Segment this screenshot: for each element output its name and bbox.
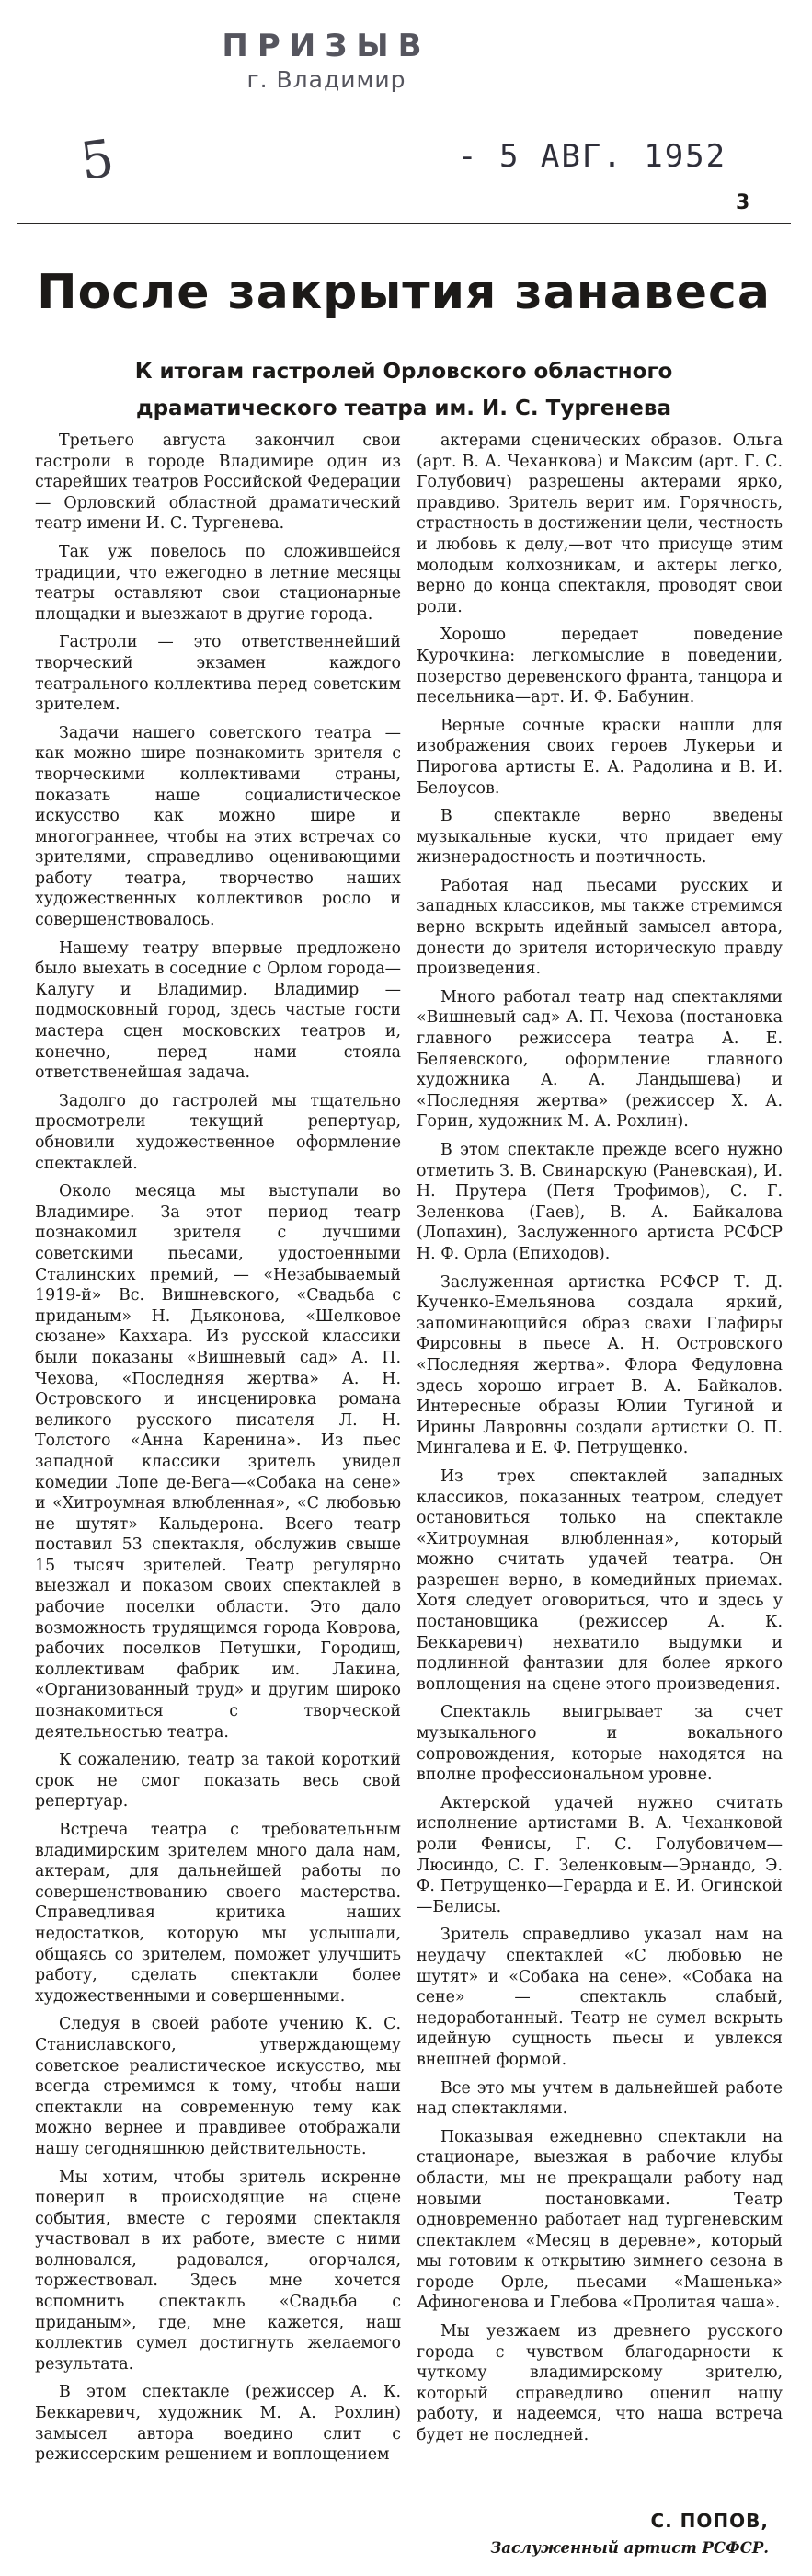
left-column-paragraph: Встреча театра с требовательным владимирским зрителем много дала нам, актерам, для дальнейшей работы по совершенствованию своего мастерства. Справедливая критика наших недостатков, которую мы услышали, общаясь со зрителем, поможет улучшить работу, сделать спектакли более художественными и совершенными. — [35, 1821, 401, 2006]
right-column-paragraph: Верные сочные краски нашли для изображения своих героев Лукерьи и Пирогова артисты Е. А. Радолина и В. И. Белоусов. — [417, 716, 783, 798]
right-column-paragraph: Из трех спектаклей западных классиков, показанных театром, следует остановиться только на спектакле «Хитроумная влюбленная», который можно считать удачей театра. Он разрешен верно, в комедийных приемах. Хотя следует оговориться, что и здесь у постановщика (режиссер А. К. Беккаревич) нехватило выдумки и подлинной фантазии для более яркого воплощения на сцене этого произведения. — [417, 1466, 783, 1694]
right-column-paragraph: Работая над пьесами русских и западных классиков, мы также стремимся верно вскрыть идейный замысел автора, донести до зрителя историческую правду произведения. — [417, 876, 783, 979]
date-stamp: - 5 АВГ. 1952 — [458, 138, 727, 175]
right-column-paragraph: Показывая ежедневно спектакли на стационаре, выезжая в рабочие клубы области, мы не прекращали работу над новыми постановками. Театр одновременно работает над тургеневским спектаклем «Месяц в деревне», который мы готовим к открытию зимнего сезона в городе Орле, пьесами «Машенька» Афиногенова и Глебова «Пролитая чаша». — [417, 2127, 783, 2313]
author-title: Заслуженный артист РСФСР. — [490, 2539, 769, 2557]
right-column-paragraph: Заслуженная артистка РСФСР Т. Д. Кученко-Емельянова создала яркий, запоминающийся образ свахи Глафиры Фирсовны в пьесе А. Н. Островского «Последняя жертва». Флора Федуловна здесь хорошо играет В. А. Байкалов. Интересные образы Юлии Тугиной и Ирины Лавровны создали артистки О. П. Мингалева и Е. Ф. Петрущенко. — [417, 1272, 783, 1458]
right-column — [417, 431, 783, 2454]
newspaper-name: ПРИЗЫВ — [222, 28, 431, 64]
newspaper-stamp — [184, 28, 469, 93]
left-column — [35, 431, 401, 2473]
left-column-paragraph: К сожалению, театр за такой короткий срок не смог показать весь свой репертуар. — [35, 1751, 401, 1811]
left-column-paragraph: Задолго до гастролей мы тщательно просмотрели текущий репертуар, обновили художественное оформление спектаклей. — [35, 1091, 401, 1173]
left-column-paragraph: Так уж повелось по сложившейся традиции, что ежегодно в летние месяцы театры оставляют свои стационарные площадки и выезжают в другие города. — [35, 542, 401, 624]
article-headline: После закрытия занавеса — [37, 265, 771, 320]
left-column-paragraph: Около месяца мы выступали во Владимире. За этот период театр познакомил зрителя с лучшими советскими пьесами, удостоенными Сталинских премий, — «Незабываемый 1919-й» Вс. Вишневского, «Свадьба с приданым» Н. Дьяконова, «Шелковое сюзане» Каххара. Из русской классики были показаны «Вишневый сад» А. П. Чехова, «Последняя жертва» А. Н. Островского и инсценировка романа великого русского писателя Л. Н. Толстого «Анна Каренина». Из пьес западной классики зритель увидел комедии Лопе де-Вега—«Собака на сене» и «Хитроумная влюбленная», «С любовью не шутят» Кальдерона. Всего театр поставил 53 спектакля, обслужив свыше 15 тысяч зрителей. Театр регулярно выезжал и показом своих спектаклей в рабочие поселки области. Это дало возможность трудящимся города Коврова, рабочих поселков Петушки, Городищ, коллективам фабрик им. Лакина, «Организованный труд» и другим широко познакомиться с творческой деятельностью театра. — [35, 1182, 401, 1742]
author-name: С. ПОПОВ, — [650, 2510, 769, 2532]
left-column-paragraph: Следуя в своей работе учению К. С. Станиславского, утверждающему советское реалистическое искусство, мы всегда стремимся к тому, чтобы наши спектакли на современную тему как можно вернее и правдивее отображали нашу сегодняшнюю действительность. — [35, 2015, 401, 2158]
left-column-paragraph: Мы хотим, чтобы зритель искренне поверил в происходящие на сцене события, вместе с героями спектакля участвовал в их работе, вместе с ними волновался, радовался, огорчался, торжествовал. Здесь мне хочется вспомнить спектакль «Свадьба с приданым», где, мне кажется, наш коллектив сумел достигнуть желаемого результата. — [35, 2168, 401, 2374]
right-column-paragraph: Актерской удачей нужно считать исполнение артистами В. А. Чеханковой роли Фенисы, Г. С. Голубовичем—Люсиндо, С. Г. Зеленковым—Эрнандо, Э. Ф. Петрущенко—Герарда и Е. И. Огинской—Белисы. — [417, 1793, 783, 1916]
right-column-paragraph: актерами сценических образов. Ольга (арт. В. А. Чеханкова) и Максим (арт. Г. С. Голубович) разрешены актерами ярко, правдиво. Зритель верит им. Горячность, страстность в достижении цели, честность и любовь к делу,—вот что присуще этим молодым колхозникам, и актеры легко, верно до конца спектакля, проводят свои роли. — [417, 431, 783, 616]
right-column-paragraph: Мы уезжаем из древнего русского города с чувством благодарности к чуткому владимирскому зрителю, который справедливо оценил нашу работу, и надеемся, что наша встреча будет не последней. — [417, 2322, 783, 2445]
article-subheadline: К итогам гастролей Орловского областного драматического театра им. И. С. Тургенева — [134, 360, 673, 420]
left-column-paragraph: Нашему театру впервые предложено было выехать в соседние с Орлом города—Калугу и Владимир. Владимир — подмосковный город, здесь частые гости мастера сцен московских театров и, конечно, перед нами стояла ответственейшая задача. — [35, 938, 401, 1083]
right-column-paragraph: Спектакль выигрывает за счет музыкального и вокального сопровождения, которые находятся на вполне профессиональном уровне. — [417, 1703, 783, 1785]
right-column-paragraph: В этом спектакле прежде всего нужно отметить З. В. Свинарскую (Раневская), И. Н. Прутера (Петя Трофимов), С. Г. Зеленкова (Гаев), В. А. Байкалова (Лопахин), Заслуженного артиста РСФСР Н. Ф. Орла (Епиходов). — [417, 1141, 783, 1263]
right-column-paragraph: В спектакле верно введены музыкальные куски, что придает ему жизнерадостность и поэтичность. — [417, 807, 783, 868]
left-column-paragraph: Третьего августа закончил свои гастроли в городе Владимире один из старейших театров Российской Федерации — Орловский областной драматический театр имени И. С. Тургенева. — [35, 431, 401, 534]
left-column-paragraph: Задачи нашего советского театра — как можно шире познакомить зрителя с творческими коллективами страны, показать наше социалистическое искусство как можно шире и многограннее, чтобы на этих встречах со зрителями, справедливо оценивающими работу театра, творчество наших художественных коллективов росло и совершенствовалось. — [35, 723, 401, 930]
right-column-paragraph: Хорошо передает поведение Курочкина: легкомыслие в поведении, позерство деревенского франта, танцора и песельника—арт. И. Ф. Бабунин. — [417, 626, 783, 707]
right-column-paragraph: Зритель справедливо указал нам на неудачу спектаклей «С любовью не шутят» и «Собака на сене». «Собака на сене» — спектакль слабый, недоработанный. Театр не сумел вскрыть идейную сущность пьесы и увлекся внешней формой. — [417, 1926, 783, 2069]
right-column-paragraph: Все это мы учтем в дальнейшей работе над спектаклями. — [417, 2078, 783, 2119]
page-number: 3 — [736, 191, 750, 214]
handwritten-mark: 5 — [76, 128, 118, 193]
left-column-paragraph: Гастроли — это ответственнейший творческий экзамен каждого театрального коллектива перед советским зрителем. — [35, 633, 401, 715]
newspaper-city: г. Владимир — [246, 66, 406, 93]
right-column-paragraph: Много работал театр над спектаклями «Вишневый сад» А. П. Чехова (постановка главного режиссера театра А. Е. Беляевского, оформление главного художника А. А. Ландышева) и «Последняя жертва» (режиссер Х. А. Горин, художник М. А. Рохлин). — [417, 987, 783, 1132]
left-column-paragraph: В этом спектакле (режиссер А. К. Беккаревич, художник М. А. Рохлин) замысел автора воедино слит с режиссерским решением и воплощением — [35, 2383, 401, 2465]
article — [17, 223, 791, 2566]
